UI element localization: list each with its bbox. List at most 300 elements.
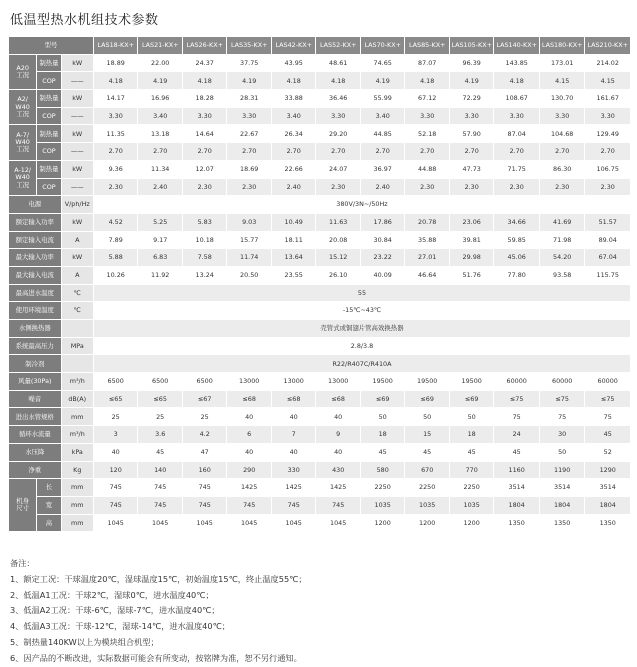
value-cell: 24	[494, 426, 540, 444]
unit-cell: ——	[61, 178, 93, 196]
value-cell: 1425	[271, 479, 316, 497]
value-cell: 2.70	[405, 143, 450, 161]
value-cell: 745	[316, 496, 361, 514]
value-cell: 23.06	[449, 213, 494, 231]
value-cell: 9.03	[227, 213, 272, 231]
value-cell: 3.40	[271, 107, 316, 125]
value-cell: 28.31	[227, 90, 272, 108]
value-cell: 25	[182, 408, 227, 426]
sub-label: 高	[37, 514, 61, 532]
value-cell: 4.18	[182, 72, 227, 90]
value-cell: 3	[93, 426, 138, 444]
row-label: 制冷剂	[9, 355, 62, 373]
value-cell: ≤75	[539, 390, 585, 408]
model-header: LAS140-KX+	[494, 37, 540, 55]
value-cell: 20.08	[316, 231, 361, 249]
value-cell: ≤75	[585, 390, 631, 408]
value-cell: 4.52	[93, 213, 138, 231]
row-label: 最大输入功率	[9, 249, 62, 267]
value-cell: 745	[271, 496, 316, 514]
value-cell: 52.18	[405, 125, 450, 143]
value-cell: 4.19	[360, 72, 405, 90]
value-cell: 2.30	[227, 178, 272, 196]
header-row	[9, 37, 631, 55]
value-cell: 770	[449, 461, 494, 479]
unit-cell: ℃	[61, 302, 93, 320]
value-cell: 87.04	[494, 125, 540, 143]
row-label: 噪音	[9, 390, 62, 408]
spec-row	[9, 408, 631, 426]
value-cell: 29.98	[449, 249, 494, 267]
value-cell: 1425	[227, 479, 272, 497]
unit-cell: kW	[61, 125, 93, 143]
value-cell: 13000	[227, 373, 272, 391]
value-cell: 1045	[182, 514, 227, 532]
value-cell: 13.64	[271, 249, 316, 267]
value-cell: 18.11	[271, 231, 316, 249]
value-cell: 2.70	[585, 143, 631, 161]
value-cell: 1045	[316, 514, 361, 532]
value-cell: 15.77	[227, 231, 272, 249]
value-cell: 10.26	[93, 266, 138, 284]
spec-row	[9, 160, 631, 178]
value-cell: 11.63	[316, 213, 361, 231]
group-label: A-7/ W40 工况	[9, 125, 37, 160]
sub-label: 制热量	[37, 54, 61, 72]
unit-cell: mm	[61, 496, 93, 514]
value-cell: 6500	[182, 373, 227, 391]
value-cell: 37.75	[227, 54, 272, 72]
model-header: LAS35-KX+	[227, 37, 272, 55]
value-cell: 5.83	[182, 213, 227, 231]
value-cell: 45	[138, 443, 183, 461]
value-cell: 72.29	[449, 90, 494, 108]
value-cell: 40	[227, 408, 272, 426]
value-cell: 50	[539, 443, 585, 461]
value-cell: 2.30	[182, 178, 227, 196]
value-cell: ≤65	[138, 390, 183, 408]
unit-cell: kW	[61, 213, 93, 231]
value-cell: 87.07	[405, 54, 450, 72]
notes	[10, 556, 307, 667]
value-cell: 1045	[138, 514, 183, 532]
value-cell: ≤67	[182, 390, 227, 408]
merged-value: 55	[93, 284, 630, 302]
value-cell: ≤68	[271, 390, 316, 408]
value-cell: 18.69	[227, 160, 272, 178]
value-cell: 18	[360, 426, 405, 444]
unit-cell: mm	[61, 408, 93, 426]
value-cell: 23.22	[360, 249, 405, 267]
value-cell: 11.35	[93, 125, 138, 143]
note-item: 5、制热量140KW以上为模块组合机型；	[10, 636, 159, 647]
value-cell: 4.18	[316, 72, 361, 90]
value-cell: 3514	[585, 479, 631, 497]
merged-value: -15℃~43℃	[93, 302, 630, 320]
note-item: 6、因产品的不断改进，实际数据可能会有所变动，按铭牌为准，恕不另行通知。	[10, 652, 302, 663]
value-cell: 6500	[138, 373, 183, 391]
value-cell: 9.36	[93, 160, 138, 178]
spec-table-body	[9, 37, 631, 532]
value-cell: 2.30	[316, 178, 361, 196]
unit-cell: ——	[61, 143, 93, 161]
model-header: LAS70-KX+	[360, 37, 405, 55]
value-cell: 430	[316, 461, 361, 479]
value-cell: 2.30	[539, 178, 585, 196]
value-cell: 45.06	[494, 249, 540, 267]
spec-row	[9, 461, 631, 479]
value-cell: 40	[227, 443, 272, 461]
value-cell: 44.85	[360, 125, 405, 143]
model-header: LAS180-KX+	[539, 37, 585, 55]
value-cell: 40.09	[360, 266, 405, 284]
value-cell: 580	[360, 461, 405, 479]
note-item: 1、额定工况：干球温度20℃，湿球温度15℃，初始温度15℃，终止温度55℃；	[10, 573, 307, 584]
value-cell: 4.2	[182, 426, 227, 444]
value-cell: 4.15	[585, 72, 631, 90]
value-cell: 129.49	[585, 125, 631, 143]
value-cell: 33.88	[271, 90, 316, 108]
spec-row	[9, 213, 631, 231]
value-cell: 745	[227, 496, 272, 514]
group-label: A2/ W40 工况	[9, 90, 37, 125]
spec-row	[9, 72, 631, 90]
row-label: 使用环境温度	[9, 302, 62, 320]
value-cell: 3514	[494, 479, 540, 497]
value-cell: 24.07	[316, 160, 361, 178]
model-header: LAS42-KX+	[271, 37, 316, 55]
value-cell: 10.18	[182, 231, 227, 249]
value-cell: 51.57	[585, 213, 631, 231]
value-cell: 75	[539, 408, 585, 426]
notes-heading: 备注：	[10, 558, 35, 568]
value-cell: 745	[93, 479, 138, 497]
value-cell: 19500	[405, 373, 450, 391]
value-cell: 6	[227, 426, 272, 444]
value-cell: 34.66	[494, 213, 540, 231]
value-cell: 15.12	[316, 249, 361, 267]
value-cell: 93.58	[539, 266, 585, 284]
value-cell: 290	[227, 461, 272, 479]
value-cell: 24.37	[182, 54, 227, 72]
value-cell: 23.55	[271, 266, 316, 284]
value-cell: 60000	[494, 373, 540, 391]
value-cell: 2250	[405, 479, 450, 497]
model-header: LAS21-KX+	[138, 37, 183, 55]
spec-row	[9, 178, 631, 196]
spec-row	[9, 302, 631, 320]
sub-label: 宽	[37, 496, 61, 514]
value-cell: 45	[585, 426, 631, 444]
value-cell: 3.30	[93, 107, 138, 125]
spec-row	[9, 125, 631, 143]
value-cell: 22.00	[138, 54, 183, 72]
value-cell: 2.70	[316, 143, 361, 161]
value-cell: 2.70	[494, 143, 540, 161]
value-cell: 48.61	[316, 54, 361, 72]
value-cell: 11.34	[138, 160, 183, 178]
value-cell: 745	[182, 496, 227, 514]
value-cell: 1290	[585, 461, 631, 479]
row-label: 水侧换热器	[9, 320, 62, 338]
value-cell: ≤65	[93, 390, 138, 408]
value-cell: 67.12	[405, 90, 450, 108]
value-cell: 11.74	[227, 249, 272, 267]
unit-cell: Kg	[61, 461, 93, 479]
value-cell: 6.83	[138, 249, 183, 267]
value-cell: 745	[138, 479, 183, 497]
value-cell: 19500	[360, 373, 405, 391]
unit-cell: MPa	[61, 337, 93, 355]
value-cell: 745	[138, 496, 183, 514]
spec-row	[9, 373, 631, 391]
value-cell: 3.30	[585, 107, 631, 125]
value-cell: 54.20	[539, 249, 585, 267]
model-header: LAS52-KX+	[316, 37, 361, 55]
value-cell: 2.40	[360, 178, 405, 196]
value-cell: 71.98	[539, 231, 585, 249]
merged-value: 壳管式或铜翅片管高效换热器	[93, 320, 630, 338]
value-cell: 17.86	[360, 213, 405, 231]
spec-row	[9, 426, 631, 444]
spec-row	[9, 320, 631, 338]
value-cell: 13.18	[138, 125, 183, 143]
model-header: LAS105-KX+	[449, 37, 494, 55]
value-cell: 14.64	[182, 125, 227, 143]
value-cell: 44.88	[405, 160, 450, 178]
value-cell: ≤69	[405, 390, 450, 408]
value-cell: 14.17	[93, 90, 138, 108]
value-cell: 45	[449, 443, 494, 461]
value-cell: 4.15	[539, 72, 585, 90]
value-cell: 1035	[405, 496, 450, 514]
value-cell: 1045	[227, 514, 272, 532]
value-cell: ≤69	[360, 390, 405, 408]
unit-cell: mm	[61, 479, 93, 497]
unit-cell: dB(A)	[61, 390, 93, 408]
value-cell: 1804	[539, 496, 585, 514]
spec-row	[9, 355, 631, 373]
value-cell: 2.70	[360, 143, 405, 161]
note-item: 2、低温A1工况：干球2℃，湿球0℃，进水温度40℃；	[10, 589, 214, 600]
value-cell: 41.69	[539, 213, 585, 231]
value-cell: 1035	[360, 496, 405, 514]
value-cell: 55.99	[360, 90, 405, 108]
value-cell: 3.30	[182, 107, 227, 125]
value-cell: 50	[405, 408, 450, 426]
value-cell: 74.65	[360, 54, 405, 72]
note-item: 3、低温A2工况：干球-6℃，湿球-7℃，进水温度40℃；	[10, 605, 220, 616]
value-cell: 2.30	[494, 178, 540, 196]
spec-row	[9, 284, 631, 302]
value-cell: 3.30	[405, 107, 450, 125]
value-cell: 86.30	[539, 160, 585, 178]
row-label: 额定输入电流	[9, 231, 62, 249]
value-cell: 45	[405, 443, 450, 461]
value-cell: 2.30	[405, 178, 450, 196]
group-label: 机身 尺寸	[9, 479, 37, 532]
value-cell: 67.04	[585, 249, 631, 267]
unit-cell: m³/h	[61, 426, 93, 444]
value-cell: 18.89	[93, 54, 138, 72]
value-cell: 71.75	[494, 160, 540, 178]
sub-label: COP	[37, 107, 61, 125]
value-cell: 45	[494, 443, 540, 461]
value-cell: 22.66	[271, 160, 316, 178]
value-cell: 10.49	[271, 213, 316, 231]
value-cell: 1190	[539, 461, 585, 479]
value-cell: 1045	[271, 514, 316, 532]
value-cell: 57.90	[449, 125, 494, 143]
value-cell: 4.18	[494, 72, 540, 90]
value-cell: 1350	[494, 514, 540, 532]
unit-cell: kW	[61, 249, 93, 267]
unit-cell	[61, 355, 93, 373]
value-cell: 2250	[449, 479, 494, 497]
value-cell: 670	[405, 461, 450, 479]
sub-label: 长	[37, 479, 61, 497]
value-cell: 1804	[494, 496, 540, 514]
row-label: 系统最高压力	[9, 337, 62, 355]
value-cell: 104.68	[539, 125, 585, 143]
value-cell: 143.85	[494, 54, 540, 72]
spec-row	[9, 107, 631, 125]
value-cell: 12.07	[182, 160, 227, 178]
spec-row	[9, 496, 631, 514]
spec-row	[9, 514, 631, 532]
spec-row	[9, 443, 631, 461]
row-label: 进出水管规格	[9, 408, 62, 426]
value-cell: 59.85	[494, 231, 540, 249]
value-cell: ≤75	[494, 390, 540, 408]
row-label: 循环水流量	[9, 426, 62, 444]
value-cell: 50	[449, 408, 494, 426]
value-cell: 25	[138, 408, 183, 426]
model-header: LAS18-KX+	[93, 37, 138, 55]
value-cell: 4.18	[93, 72, 138, 90]
value-cell: 214.02	[585, 54, 631, 72]
value-cell: 4.19	[449, 72, 494, 90]
value-cell: 3.40	[138, 107, 183, 125]
value-cell: 1200	[360, 514, 405, 532]
value-cell: 3.30	[449, 107, 494, 125]
value-cell: ≤68	[316, 390, 361, 408]
value-cell: 26.10	[316, 266, 361, 284]
value-cell: 106.75	[585, 160, 631, 178]
value-cell: 16.96	[138, 90, 183, 108]
value-cell: 3.6	[138, 426, 183, 444]
value-cell: 4.18	[271, 72, 316, 90]
value-cell: 45	[360, 443, 405, 461]
value-cell: 29.20	[316, 125, 361, 143]
group-label: A-12/ W40 工况	[9, 160, 37, 195]
value-cell: 96.39	[449, 54, 494, 72]
value-cell: 2.30	[93, 178, 138, 196]
value-cell: 40	[316, 443, 361, 461]
value-cell: 2.70	[539, 143, 585, 161]
value-cell: 108.67	[494, 90, 540, 108]
row-label: 水压降	[9, 443, 62, 461]
value-cell: 35.88	[405, 231, 450, 249]
value-cell: 60000	[585, 373, 631, 391]
value-cell: 9	[316, 426, 361, 444]
spec-row	[9, 479, 631, 497]
header-label: 型号	[9, 37, 94, 55]
value-cell: 1200	[449, 514, 494, 532]
unit-cell: kW	[61, 160, 93, 178]
unit-cell: A	[61, 266, 93, 284]
value-cell: 2.70	[449, 143, 494, 161]
spec-row	[9, 196, 631, 214]
row-label: 电源	[9, 196, 62, 214]
value-cell: 330	[271, 461, 316, 479]
value-cell: 5.88	[93, 249, 138, 267]
unit-cell: kW	[61, 90, 93, 108]
value-cell: 7.58	[182, 249, 227, 267]
value-cell: 19500	[449, 373, 494, 391]
value-cell: 40	[93, 443, 138, 461]
spec-row	[9, 390, 631, 408]
value-cell: 18.28	[182, 90, 227, 108]
value-cell: 2.30	[585, 178, 631, 196]
group-label: A20 工况	[9, 54, 37, 89]
value-cell: 30.84	[360, 231, 405, 249]
unit-cell: m³/h	[61, 373, 93, 391]
value-cell: 4.19	[227, 72, 272, 90]
value-cell: 27.01	[405, 249, 450, 267]
row-label: 最高进水温度	[9, 284, 62, 302]
unit-cell: ℃	[61, 284, 93, 302]
value-cell: 18	[449, 426, 494, 444]
value-cell: ≤68	[227, 390, 272, 408]
value-cell: 2250	[360, 479, 405, 497]
value-cell: 89.04	[585, 231, 631, 249]
value-cell: 11.92	[138, 266, 183, 284]
value-cell: 7.89	[93, 231, 138, 249]
value-cell: 1045	[93, 514, 138, 532]
spec-row	[9, 231, 631, 249]
value-cell: 4.19	[138, 72, 183, 90]
model-header: LAS85-KX+	[405, 37, 450, 55]
value-cell: 39.81	[449, 231, 494, 249]
value-cell: 1350	[585, 514, 631, 532]
value-cell: 2.30	[449, 178, 494, 196]
value-cell: 46.64	[405, 266, 450, 284]
value-cell: 3.30	[227, 107, 272, 125]
sub-label: COP	[37, 178, 61, 196]
unit-cell: mm	[61, 514, 93, 532]
merged-value: 380V/3N~/50Hz	[93, 196, 630, 214]
value-cell: 47	[182, 443, 227, 461]
value-cell: 26.34	[271, 125, 316, 143]
value-cell: 3.30	[494, 107, 540, 125]
value-cell: 745	[93, 496, 138, 514]
value-cell: 5.25	[138, 213, 183, 231]
spec-row	[9, 90, 631, 108]
unit-cell: V/ph/Hz	[61, 196, 93, 214]
value-cell: 745	[182, 479, 227, 497]
value-cell: 1035	[449, 496, 494, 514]
unit-cell: kW	[61, 54, 93, 72]
value-cell: 13.24	[182, 266, 227, 284]
value-cell: 36.46	[316, 90, 361, 108]
value-cell: 1200	[405, 514, 450, 532]
value-cell: 3.30	[539, 107, 585, 125]
sub-label: 制热量	[37, 90, 61, 108]
sub-label: 制热量	[37, 160, 61, 178]
value-cell: 52	[585, 443, 631, 461]
value-cell: 3514	[539, 479, 585, 497]
